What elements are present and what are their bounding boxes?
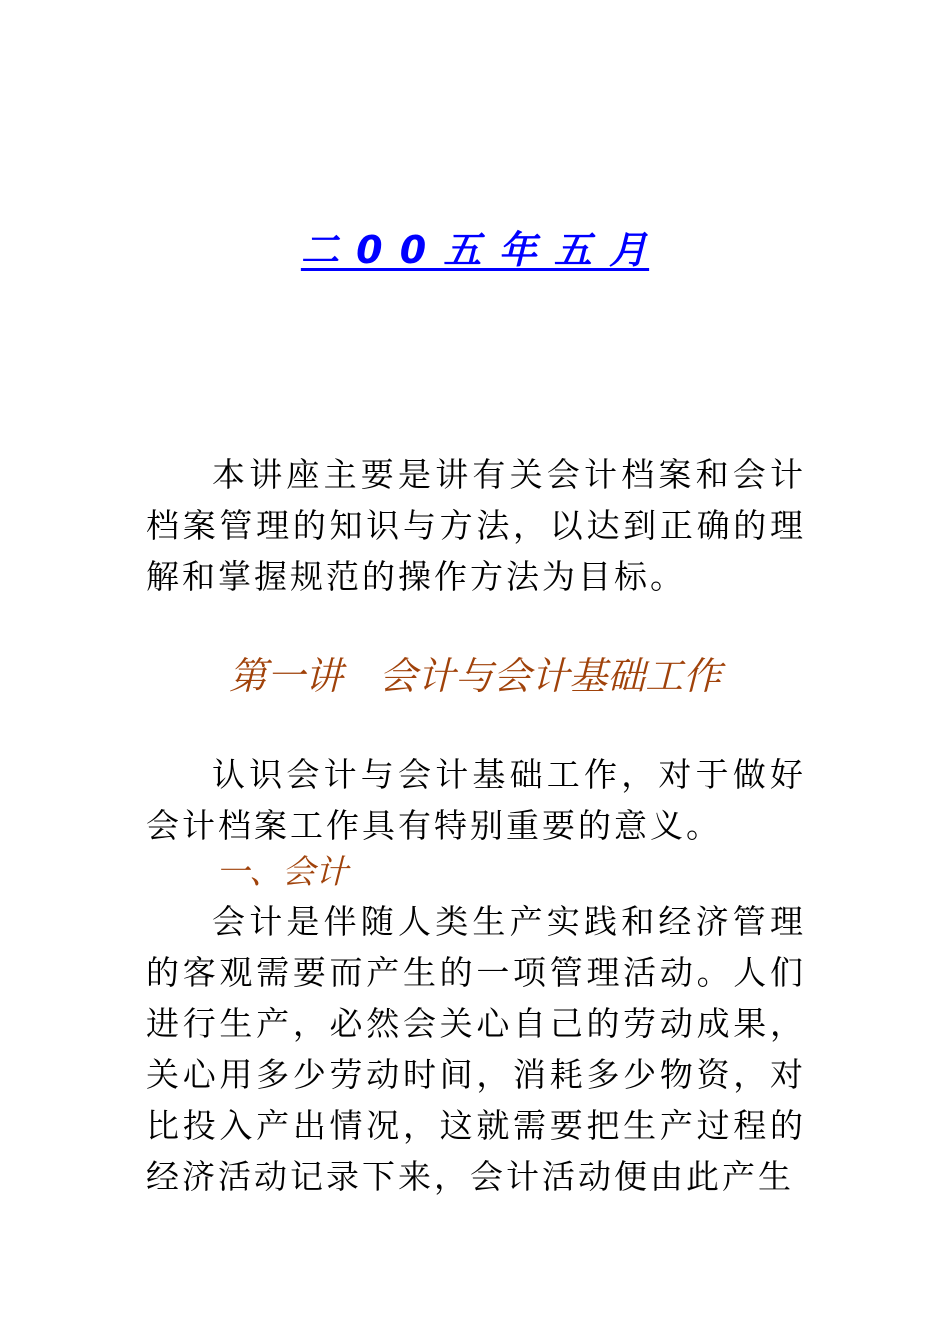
intro-paragraph: 本讲座主要是讲有关会计档案和会计档案管理的知识与方法，以达到正确的理解和掌握规范的操作方法为目标。 (146, 455, 806, 596)
section-paragraph: 会计是伴随人类生产实践和经济管理的客观需要而产生的一项管理活动。人们进行生产，必然会关心自己的劳动成果，关心用多少劳动时间，消耗多少物资，对比投入产出情况，这就需要把生产过程的经济活动记录下来，会计活动便由此产生 (146, 902, 806, 1196)
date-heading: 二 0 0 五 年 五 月 (300, 228, 650, 272)
lecture-intro-paragraph: 认识会计与会计基础工作，对于做好会计档案工作具有特别重要的意义。 (146, 755, 806, 845)
lecture-title: 第一讲 会计与会计基础工作 (228, 654, 722, 698)
section-heading: 一、会计 (216, 852, 348, 891)
